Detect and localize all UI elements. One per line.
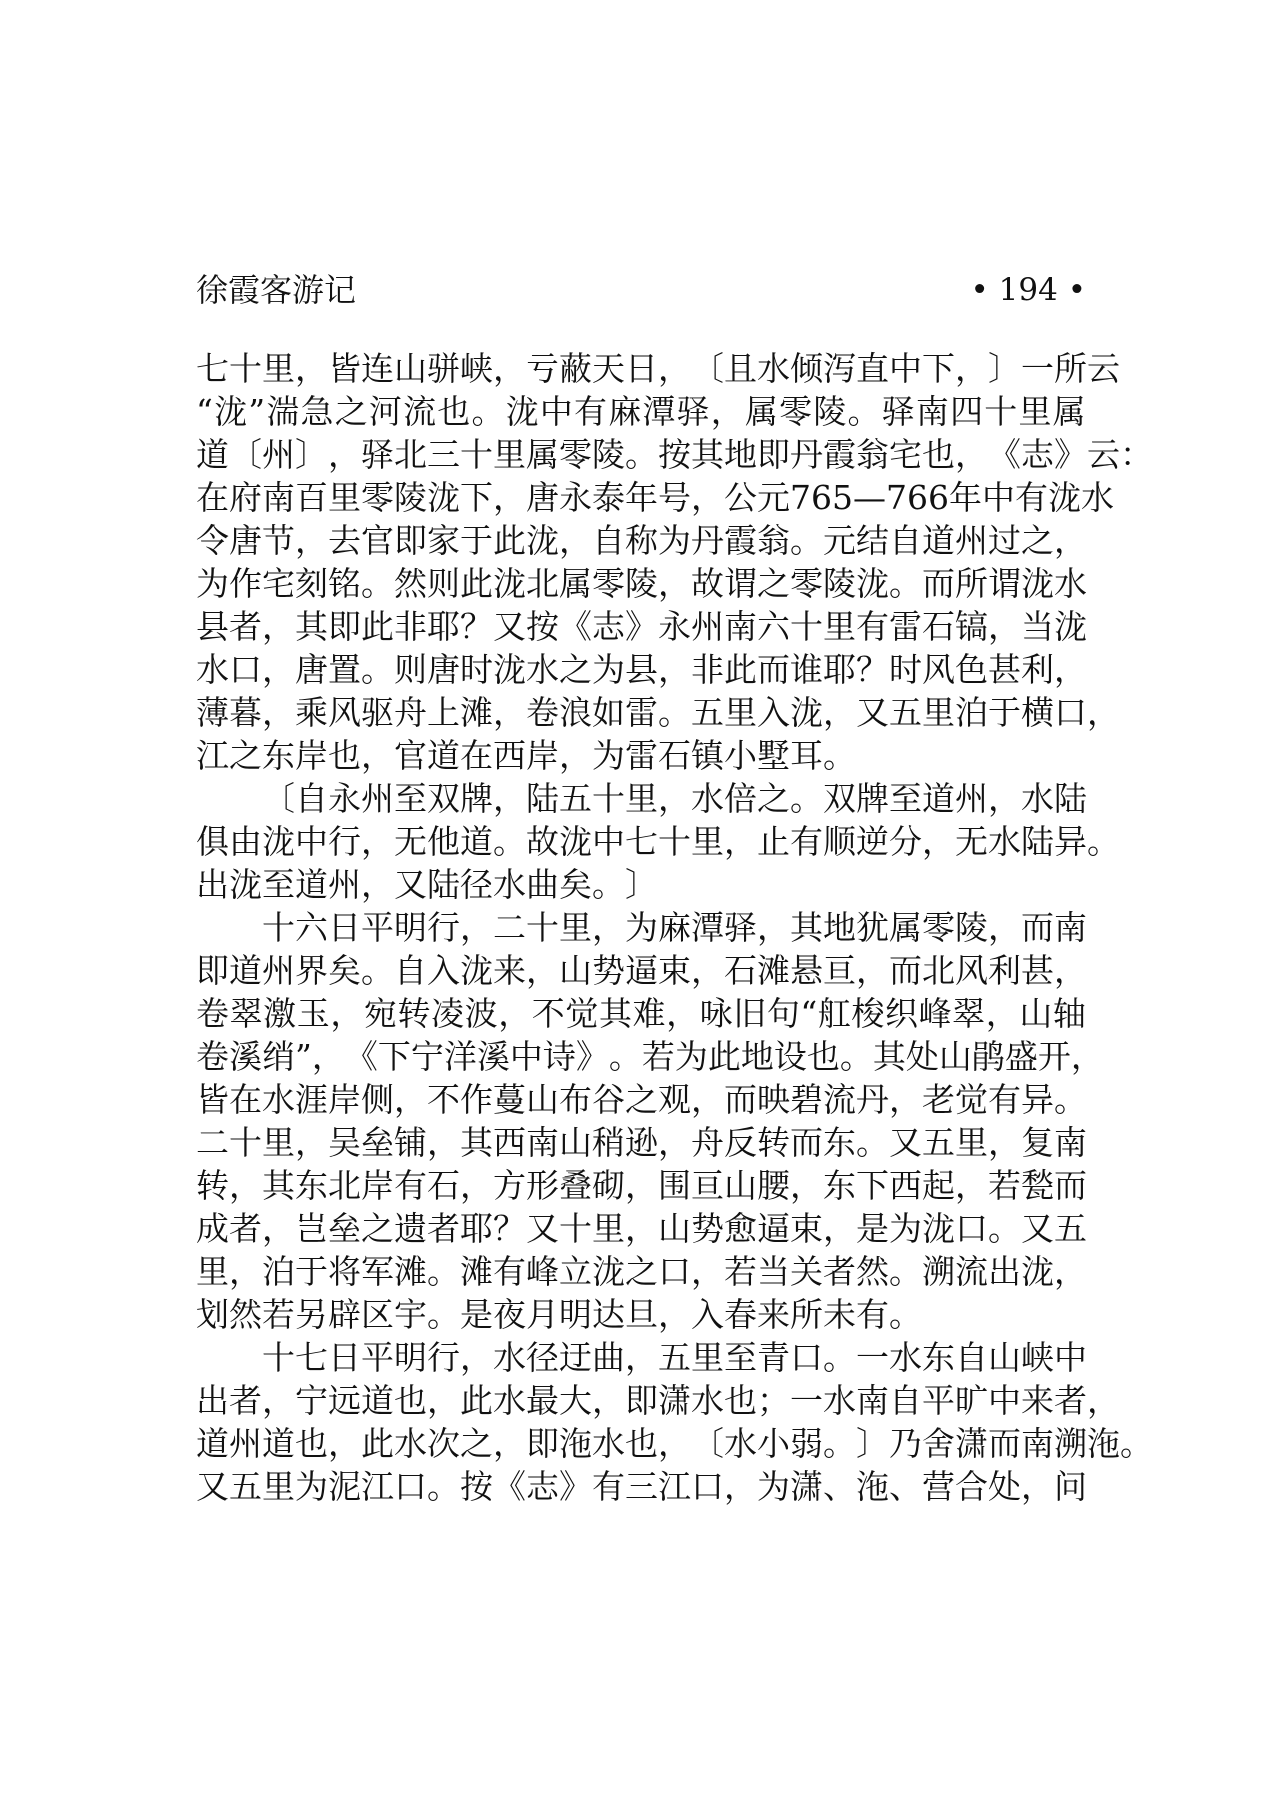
text-line: 在 府 南 百 里 零 陵 泷 下 ， 唐 永 泰 年 号 ， 公 元 765 — 766 年 中 有 泷 水: [196, 478, 1114, 517]
text-line: 〔 自 永 州 至 双 牌 ， 陆 五 十 里 ， 水 倍 之 。 双 牌 至 道 州 ， 水 陆: [262, 779, 1087, 818]
text-line: 划 然 若 另 辟 区 宇 。 是 夜 月 明 达 旦 ， 入 春 来 所 未 有 。: [196, 1295, 922, 1334]
text-line: 江 之 东 岸 也 ， 官 道 在 西 岸 ， 为 雷 石 镇 小 墅 耳 。: [196, 736, 856, 775]
page-number: • 194 •: [970, 272, 1086, 308]
text-line: 又 五 里 为 泥 江 口 。 按 《 志 》 有 三 江 口 ， 为 潇 、 沲 、 营 合 处 ， 问: [196, 1467, 1087, 1506]
text-line: 七 十 里 ， 皆 连 山 骈 峡 ， 亏 蔽 天 日 ， 〔 且 水 倾 泻 直 中 下 ， 〕 一 所 云: [196, 349, 1120, 388]
text-line: 转 ， 其 东 北 岸 有 石 ， 方 形 叠 砌 ， 围 亘 山 腰 ， 东 下 西 起 ， 若 甃 而: [196, 1166, 1087, 1205]
text-line: 水 口 ， 唐 置 。 则 唐 时 泷 水 之 为 县 ， 非 此 而 谁 耶 ？ 时 风 色 甚 利 ，: [196, 650, 1087, 689]
text-line: 出 者 ， 宁 远 道 也 ， 此 水 最 大 ， 即 潇 水 也 ； 一 水 南 自 平 旷 中 来 者 ，: [196, 1381, 1120, 1420]
text-line: 里 ， 泊 于 将 军 滩 。 滩 有 峰 立 泷 之 口 ， 若 当 关 者 然 。 溯 流 出 泷 ，: [196, 1252, 1087, 1291]
text-line: 令 唐 节 ， 去 官 即 家 于 此 泷 ， 自 称 为 丹 霞 翁 。 元 结 自 道 州 过 之 ，: [196, 521, 1087, 560]
text-line: 二 十 里 ， 吴 垒 铺 ， 其 西 南 山 稍 逊 ， 舟 反 转 而 东 。 又 五 里 ， 复 南: [196, 1123, 1087, 1162]
text-line: 卷 翠 激 玉 ， 宛 转 凌 波 ， 不 觉 其 难 ， 咏 旧 句 “ 舡 梭 织 峰 翠 ， 山 轴: [196, 994, 1086, 1033]
text-line: “ 泷 ” 湍 急 之 河 流 也 。 泷 中 有 麻 潭 驿 ， 属 零 陵 。 驿 南 四 十 里 属: [196, 392, 1086, 431]
text-line: 卷 溪 绡 ” ， 《 下 宁 洋 溪 中 诗 》 。 若 为 此 地 设 也 。 其 处 山 鹃 盛 开 ，: [196, 1037, 1104, 1076]
book-title: 徐霞客游记: [196, 271, 357, 309]
text-line: 出 泷 至 道 州 ， 又 陆 径 水 曲 矣 。 〕: [196, 865, 658, 904]
text-line: 十 六 日 平 明 行 ， 二 十 里 ， 为 麻 潭 驿 ， 其 地 犹 属 零 陵 ， 而 南: [262, 908, 1087, 947]
body-text: [196, 347, 1153, 1508]
text-line: 道 州 道 也 ， 此 水 次 之 ， 即 沲 水 也 ， 〔 水 小 弱 。 〕 乃 舍 潇 而 南 溯 沲 。: [196, 1424, 1153, 1463]
text-line: 县 者 ， 其 即 此 非 耶 ？ 又 按 《 志 》 永 州 南 六 十 里 有 雷 石 镐 ， 当 泷: [196, 607, 1087, 646]
text-line: 薄 暮 ， 乘 风 驱 舟 上 滩 ， 卷 浪 如 雷 。 五 里 入 泷 ， 又 五 里 泊 于 横 口 ，: [196, 693, 1120, 732]
text-line: 俱 由 泷 中 行 ， 无 他 道 。 故 泷 中 七 十 里 ， 止 有 顺 逆 分 ， 无 水 陆 异 。: [196, 822, 1120, 861]
page-header: [196, 266, 1086, 314]
text-line: 为 作 宅 刻 铭 。 然 则 此 泷 北 属 零 陵 ， 故 谓 之 零 陵 泷 。 而 所 谓 泷 水: [196, 564, 1087, 603]
text-line: 即 道 州 界 矣 。 自 入 泷 来 ， 山 势 逼 束 ， 石 滩 悬 亘 ， 而 北 风 利 甚 ，: [196, 951, 1087, 990]
text-line: 皆 在 水 涯 岸 侧 ， 不 作 蔓 山 布 谷 之 观 ， 而 映 碧 流 丹 ， 老 觉 有 异 。: [196, 1080, 1087, 1119]
text-line: 十 七 日 平 明 行 ， 水 径 迂 曲 ， 五 里 至 青 口 。 一 水 东 自 山 峡 中: [262, 1338, 1087, 1377]
text-line: 道 〔 州 〕 ， 驿 北 三 十 里 属 零 陵 。 按 其 地 即 丹 霞 翁 宅 也 ， 《 志 》 云 ：: [196, 435, 1153, 474]
text-line: 成 者 ， 岂 垒 之 遗 者 耶 ？ 又 十 里 ， 山 势 愈 逼 束 ， 是 为 泷 口 。 又 五: [196, 1209, 1087, 1248]
